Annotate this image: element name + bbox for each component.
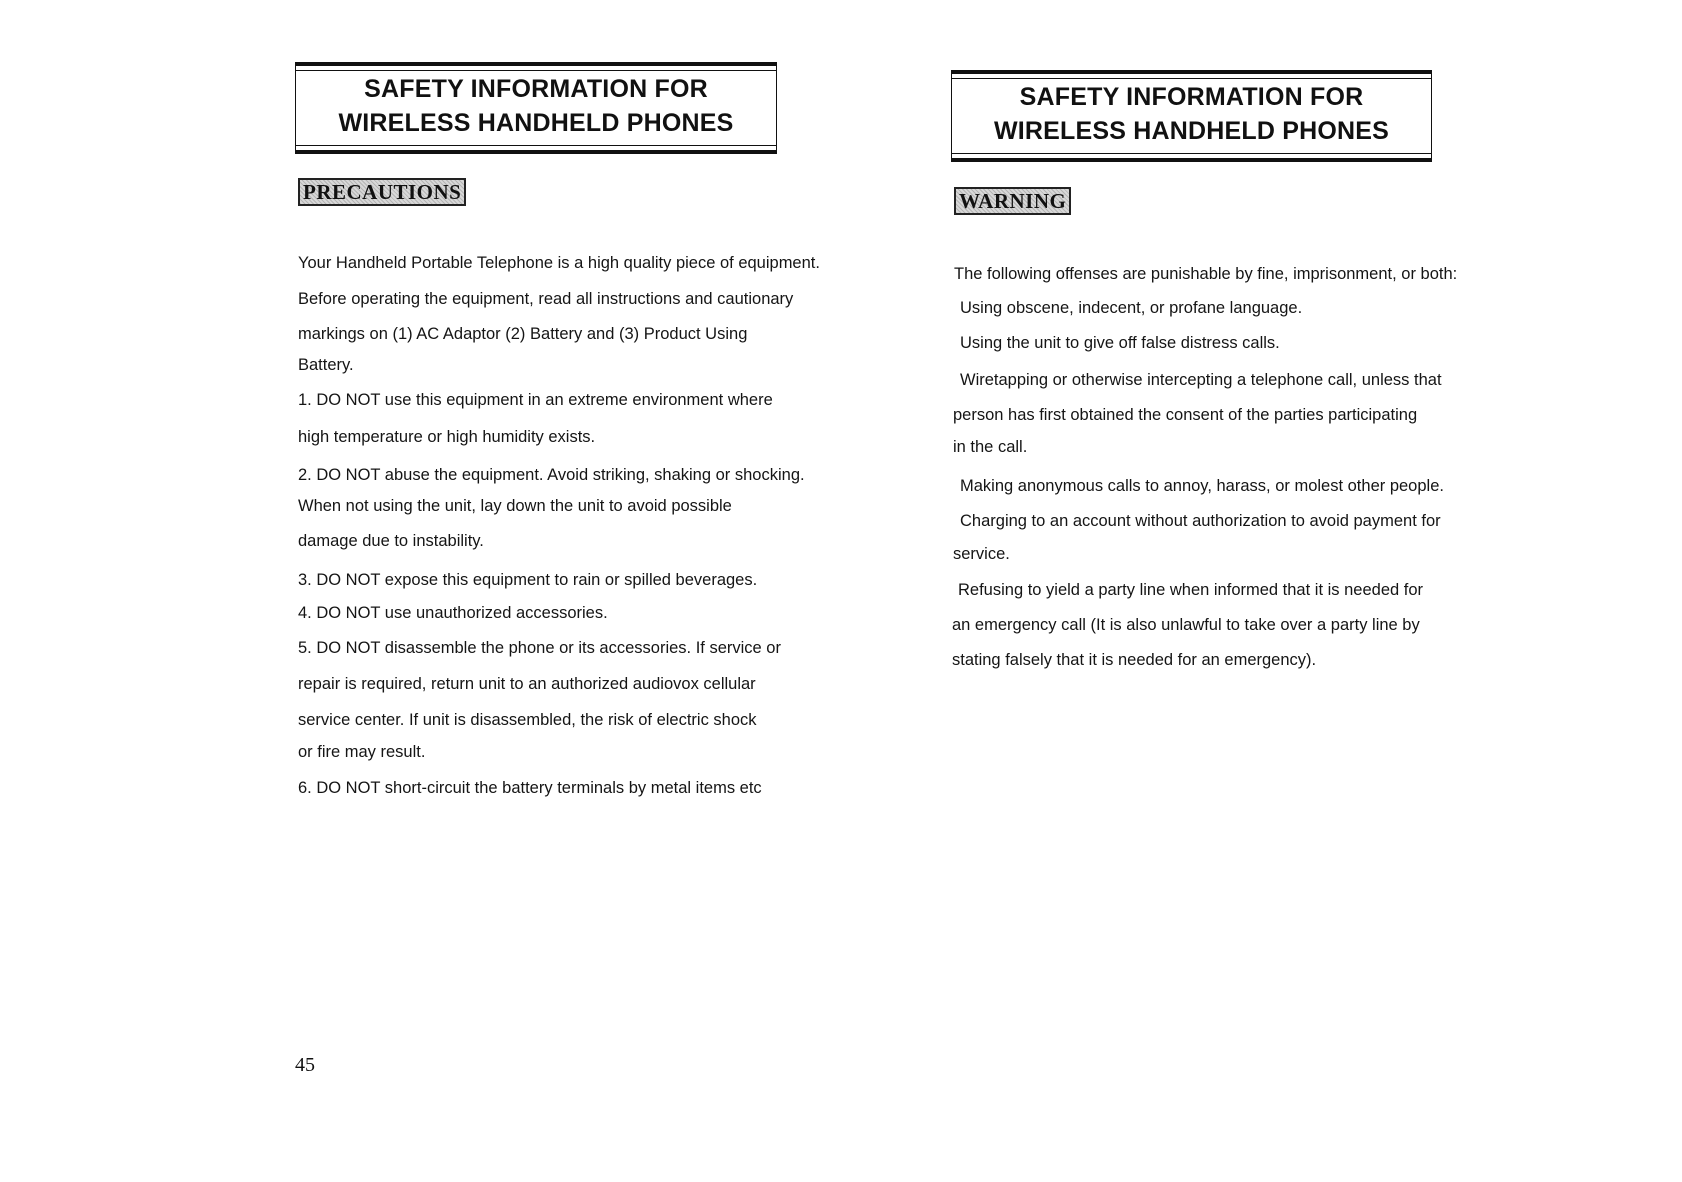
right-title-line-2: WIRELESS HANDHELD PHONES bbox=[993, 117, 1390, 145]
left-line-12: 5. DO NOT disassemble the phone or its accessories. If service or bbox=[298, 639, 781, 657]
left-line-13: repair is required, return unit to an authorized audiovox cellular bbox=[298, 675, 756, 693]
left-line-9: damage due to instability. bbox=[298, 532, 484, 550]
left-line-3: markings on (1) AC Adaptor (2) Battery and (3) Product Using bbox=[298, 325, 748, 343]
right-line-9: service. bbox=[953, 545, 1010, 563]
right-line-6: in the call. bbox=[953, 438, 1028, 456]
right-line-11: an emergency call (It is also unlawful to take over a party line by bbox=[952, 616, 1420, 634]
right-line-3: Using the unit to give off false distress calls. bbox=[960, 334, 1280, 352]
precautions-label: PRECAUTIONS bbox=[298, 178, 466, 206]
right-title-box bbox=[951, 70, 1432, 162]
left-line-1: Your Handheld Portable Telephone is a high quality piece of equipment. bbox=[298, 254, 820, 272]
right-line-12: stating falsely that it is needed for an emergency). bbox=[952, 651, 1317, 669]
right-line-4: Wiretapping or otherwise intercepting a telephone call, unless that bbox=[960, 371, 1442, 389]
right-line-10: Refusing to yield a party line when informed that it is needed for bbox=[958, 581, 1424, 599]
right-line-1: The following offenses are punishable by fine, imprisonment, or both: bbox=[954, 265, 1458, 283]
left-line-7: 2. DO NOT abuse the equipment. Avoid striking, shaking or shocking. bbox=[298, 466, 805, 484]
right-line-7: Making anonymous calls to annoy, harass, or molest other people. bbox=[960, 477, 1444, 495]
left-title-box bbox=[295, 62, 777, 154]
left-title-line-2: WIRELESS HANDHELD PHONES bbox=[338, 109, 734, 137]
left-line-6: high temperature or high humidity exists. bbox=[298, 428, 596, 446]
page-number: 45 bbox=[295, 1054, 315, 1076]
left-line-16: 6. DO NOT short-circuit the battery terminals by metal items etc bbox=[298, 779, 762, 797]
left-line-11: 4. DO NOT use unauthorized accessories. bbox=[298, 604, 608, 622]
right-line-2: Using obscene, indecent, or profane language. bbox=[960, 299, 1303, 317]
left-line-15: or fire may result. bbox=[298, 743, 426, 761]
warning-label: WARNING bbox=[954, 187, 1071, 215]
right-line-8: Charging to an account without authorization to avoid payment for bbox=[960, 512, 1441, 530]
right-line-5: person has first obtained the consent of the parties participating bbox=[953, 406, 1418, 424]
left-line-5: 1. DO NOT use this equipment in an extreme environment where bbox=[298, 391, 773, 409]
left-line-10: 3. DO NOT expose this equipment to rain or spilled beverages. bbox=[298, 571, 758, 589]
left-line-4: Battery. bbox=[298, 356, 354, 374]
left-line-14: service center. If unit is disassembled, the risk of electric shock bbox=[298, 711, 757, 729]
left-line-2: Before operating the equipment, read all instructions and cautionary bbox=[298, 290, 794, 308]
right-page bbox=[841, 0, 1682, 1182]
left-title-line-1: SAFETY INFORMATION FOR bbox=[364, 75, 708, 103]
right-title-line-1: SAFETY INFORMATION FOR bbox=[1019, 83, 1364, 111]
left-line-8: When not using the unit, lay down the unit to avoid possible bbox=[298, 497, 732, 515]
